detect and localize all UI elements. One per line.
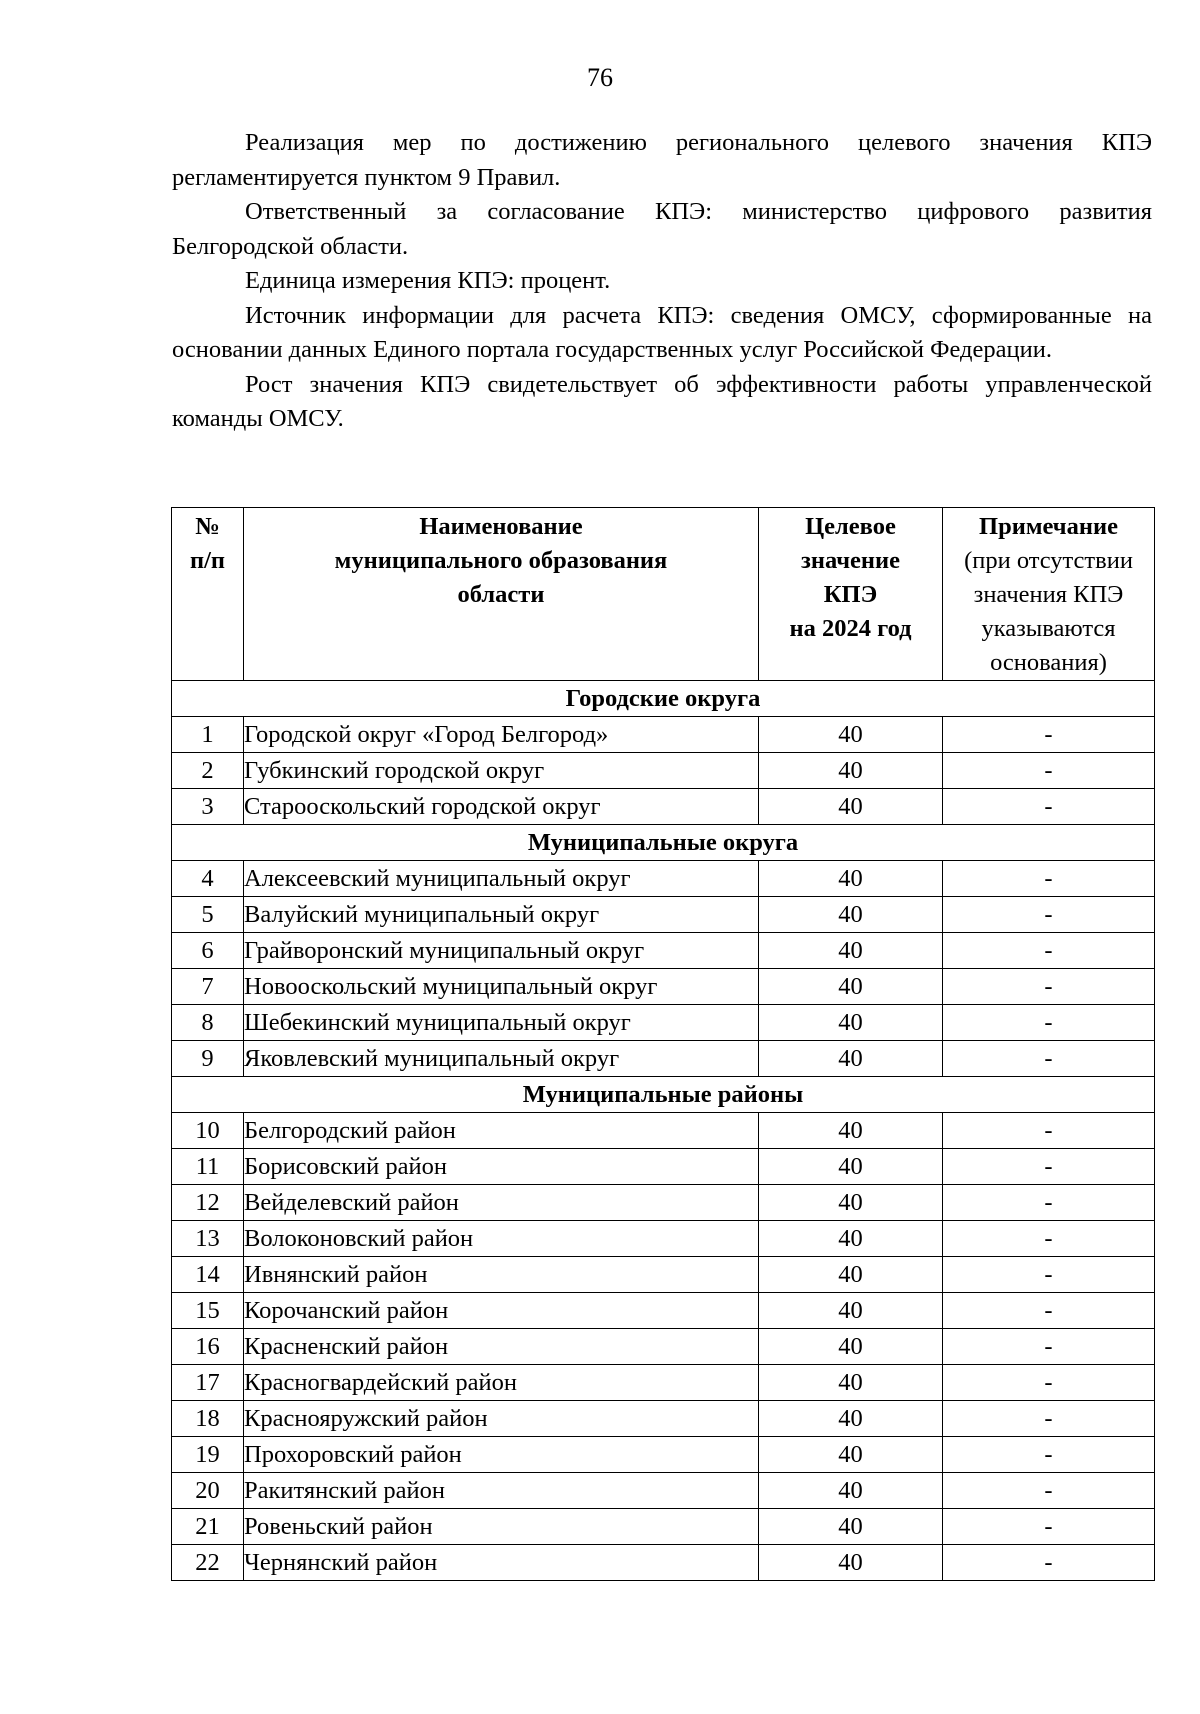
paragraph-implementation: Реализация мер по достижению регионального целевого значения КПЭ регламентируется пунктом 9 Правил. (172, 129, 1152, 191)
municipality-name: Яковлевский муниципальный округ (244, 1041, 759, 1077)
target-value: 40 (759, 1005, 943, 1041)
table-row (172, 1005, 1155, 1041)
table-row (172, 1149, 1155, 1185)
target-value: 40 (759, 1401, 943, 1437)
target-value: 40 (759, 1437, 943, 1473)
note-cell: - (943, 717, 1155, 753)
table-row (172, 1113, 1155, 1149)
table-header-row (172, 508, 1155, 681)
header-num: № п/п (172, 508, 244, 681)
section-row (172, 1077, 1155, 1113)
header-note: Примечание (при отсутствии значения КПЭ указываются основания) (943, 508, 1155, 681)
table-row (172, 1041, 1155, 1077)
table-row (172, 753, 1155, 789)
municipality-name: Краснояружский район (244, 1401, 759, 1437)
header-value: Целевое значение КПЭ на 2024 год (759, 508, 943, 681)
note-cell: - (943, 1437, 1155, 1473)
target-value: 40 (759, 933, 943, 969)
target-value: 40 (759, 1185, 943, 1221)
row-number: 22 (172, 1545, 244, 1581)
table-row (172, 897, 1155, 933)
note-cell: - (943, 1221, 1155, 1257)
header-name: Наименование муниципального образования области (244, 508, 759, 681)
note-cell: - (943, 1293, 1155, 1329)
page-number: 76 (587, 63, 613, 92)
row-number: 16 (172, 1329, 244, 1365)
target-value: 40 (759, 1473, 943, 1509)
row-number: 21 (172, 1509, 244, 1545)
note-cell: - (943, 1545, 1155, 1581)
kpe-table (171, 507, 1155, 1581)
note-cell: - (943, 789, 1155, 825)
row-number: 1 (172, 717, 244, 753)
note-cell: - (943, 1185, 1155, 1221)
note-cell: - (943, 933, 1155, 969)
row-number: 2 (172, 753, 244, 789)
note-cell: - (943, 1329, 1155, 1365)
row-number: 15 (172, 1293, 244, 1329)
table-row (172, 1257, 1155, 1293)
target-value: 40 (759, 1113, 943, 1149)
municipality-name: Старооскольский городской округ (244, 789, 759, 825)
municipality-name: Корочанский район (244, 1293, 759, 1329)
note-cell: - (943, 897, 1155, 933)
municipality-name: Красногвардейский район (244, 1365, 759, 1401)
row-number: 20 (172, 1473, 244, 1509)
note-cell: - (943, 969, 1155, 1005)
note-cell: - (943, 753, 1155, 789)
target-value: 40 (759, 897, 943, 933)
note-cell: - (943, 1509, 1155, 1545)
municipality-name: Губкинский городской округ (244, 753, 759, 789)
municipality-name: Красненский район (244, 1329, 759, 1365)
municipality-name: Волоконовский район (244, 1221, 759, 1257)
municipality-name: Городской округ «Город Белгород» (244, 717, 759, 753)
row-number: 17 (172, 1365, 244, 1401)
target-value: 40 (759, 1329, 943, 1365)
municipality-name: Борисовский район (244, 1149, 759, 1185)
note-cell: - (943, 1257, 1155, 1293)
municipality-name: Ровеньский район (244, 1509, 759, 1545)
municipality-name: Ивнянский район (244, 1257, 759, 1293)
row-number: 12 (172, 1185, 244, 1221)
table-row (172, 933, 1155, 969)
table-row (172, 1293, 1155, 1329)
row-number: 18 (172, 1401, 244, 1437)
target-value: 40 (759, 1149, 943, 1185)
municipality-name: Алексеевский муниципальный округ (244, 861, 759, 897)
row-number: 5 (172, 897, 244, 933)
row-number: 19 (172, 1437, 244, 1473)
row-number: 7 (172, 969, 244, 1005)
municipality-name: Валуйский муниципальный округ (244, 897, 759, 933)
municipality-name: Прохоровский район (244, 1437, 759, 1473)
target-value: 40 (759, 753, 943, 789)
target-value: 40 (759, 1221, 943, 1257)
note-cell: - (943, 1473, 1155, 1509)
note-cell: - (943, 861, 1155, 897)
note-cell: - (943, 1041, 1155, 1077)
table-row (172, 1545, 1155, 1581)
table-row (172, 1473, 1155, 1509)
row-number: 3 (172, 789, 244, 825)
target-value: 40 (759, 1293, 943, 1329)
target-value: 40 (759, 1545, 943, 1581)
target-value: 40 (759, 1509, 943, 1545)
target-value: 40 (759, 789, 943, 825)
paragraph-source: Источник информации для расчета КПЭ: сведения ОМСУ, сформированные на основании данных Единого портала государственных услуг Российской Федерации. (172, 301, 1152, 363)
section-title: Городские округа (172, 681, 1155, 717)
table-row (172, 717, 1155, 753)
table-row (172, 789, 1155, 825)
table-row (172, 1365, 1155, 1401)
note-cell: - (943, 1365, 1155, 1401)
row-number: 11 (172, 1149, 244, 1185)
body-text (172, 126, 1152, 437)
target-value: 40 (759, 1041, 943, 1077)
municipality-name: Белгородский район (244, 1113, 759, 1149)
municipality-name: Новооскольский муниципальный округ (244, 969, 759, 1005)
row-number: 8 (172, 1005, 244, 1041)
municipality-name: Шебекинский муниципальный округ (244, 1005, 759, 1041)
row-number: 9 (172, 1041, 244, 1077)
table-row (172, 861, 1155, 897)
table-row (172, 1185, 1155, 1221)
row-number: 14 (172, 1257, 244, 1293)
target-value: 40 (759, 1365, 943, 1401)
row-number: 10 (172, 1113, 244, 1149)
municipality-name: Чернянский район (244, 1545, 759, 1581)
paragraph-unit: Единица измерения КПЭ: процент. (245, 267, 611, 294)
note-cell: - (943, 1401, 1155, 1437)
table-row (172, 1329, 1155, 1365)
note-cell: - (943, 1005, 1155, 1041)
target-value: 40 (759, 969, 943, 1005)
table-body (172, 681, 1155, 1581)
note-cell: - (943, 1113, 1155, 1149)
section-row (172, 681, 1155, 717)
section-title: Муниципальные районы (172, 1077, 1155, 1113)
table-row (172, 969, 1155, 1005)
target-value: 40 (759, 717, 943, 753)
municipality-name: Вейделевский район (244, 1185, 759, 1221)
paragraph-growth: Рост значения КПЭ свидетельствует об эффективности работы управленческой команды ОМСУ. (172, 370, 1152, 432)
municipality-name: Ракитянский район (244, 1473, 759, 1509)
target-value: 40 (759, 1257, 943, 1293)
row-number: 4 (172, 861, 244, 897)
table-row (172, 1509, 1155, 1545)
paragraph-responsible: Ответственный за согласование КПЭ: министерство цифрового развития Белгородской области. (172, 198, 1152, 260)
table-row (172, 1401, 1155, 1437)
note-cell: - (943, 1149, 1155, 1185)
row-number: 6 (172, 933, 244, 969)
section-title: Муниципальные округа (172, 825, 1155, 861)
table-row (172, 1437, 1155, 1473)
row-number: 13 (172, 1221, 244, 1257)
table-row (172, 1221, 1155, 1257)
target-value: 40 (759, 861, 943, 897)
municipality-name: Грайворонский муниципальный округ (244, 933, 759, 969)
section-row (172, 825, 1155, 861)
